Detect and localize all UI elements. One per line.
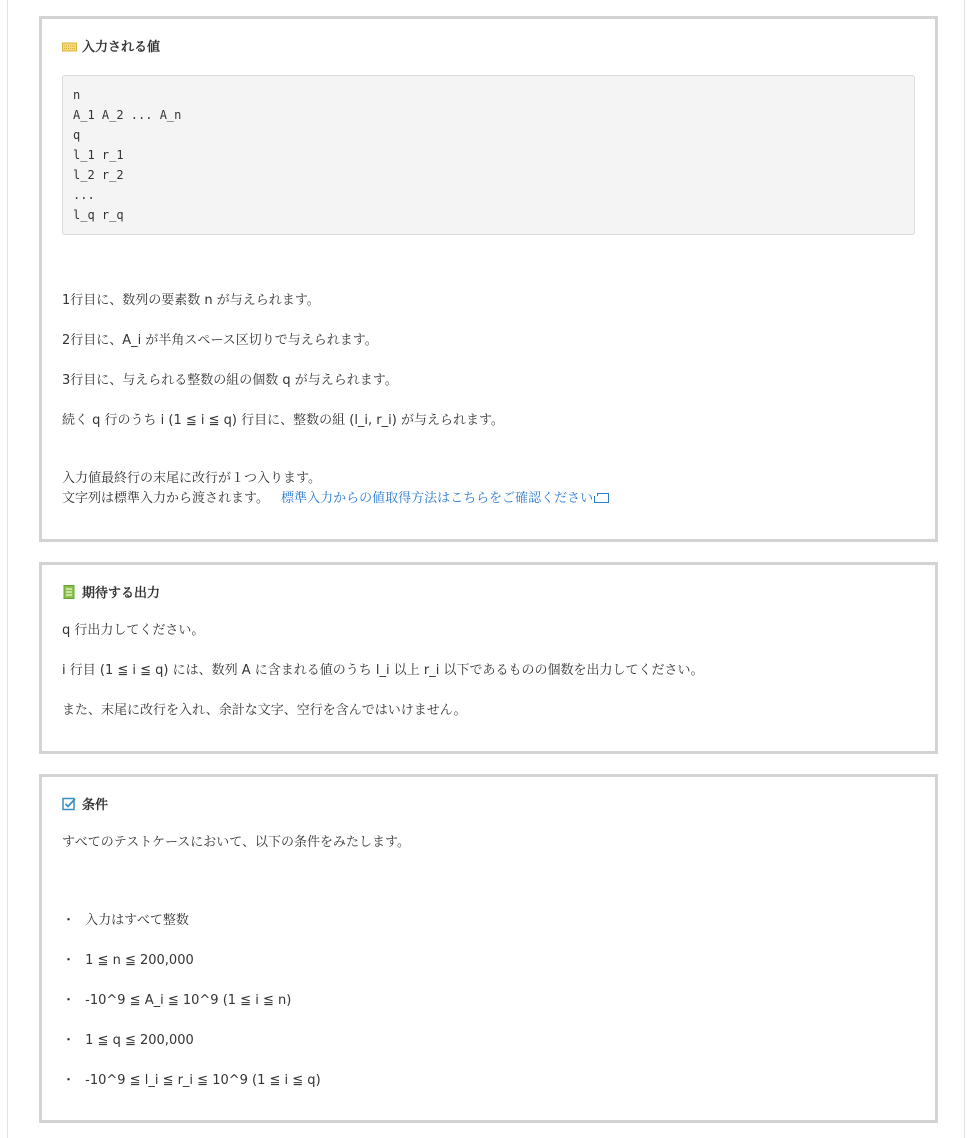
output-section-title-text: 期待する出力 <box>82 586 161 601</box>
condition-item <box>62 991 291 1011</box>
bullet: ・ <box>62 913 76 928</box>
condition-item <box>62 1071 321 1091</box>
output-section-title <box>62 582 160 601</box>
condition-text: 1 ≦ q ≦ 200,000 <box>85 1033 194 1048</box>
code-line: ... <box>73 188 95 202</box>
condition-text: -10^9 ≦ l_i ≦ r_i ≦ 10^9 (1 ≦ i ≦ q) <box>85 1073 321 1088</box>
input-desc-line: 2行目に、A_i が半角スペース区切りで与えられます。 <box>62 333 378 348</box>
output-desc-line: i 行目 (1 ≦ i ≦ q) には、数列 A に含まれる値のうち l_i 以上 r_i 以下であるものの個数を出力してください。 <box>62 663 704 678</box>
stdin-help-link[interactable] <box>281 491 609 506</box>
document-icon <box>62 585 77 599</box>
condition-text: 1 ≦ n ≦ 200,000 <box>85 953 194 968</box>
input-note-newline: 入力値最終行の末尾に改行が１つ入ります。 <box>62 471 321 486</box>
input-desc-line: 1行目に、数列の要素数 n が与えられます。 <box>62 293 320 308</box>
condition-item <box>62 911 189 931</box>
conditions-section <box>39 774 938 1123</box>
code-line: q <box>73 128 81 142</box>
keyboard-icon <box>62 39 77 53</box>
output-desc-line: q 行出力してください。 <box>62 623 205 638</box>
condition-item <box>62 1031 194 1051</box>
output-section <box>39 562 938 754</box>
bullet: ・ <box>62 1033 76 1048</box>
input-format-code-block <box>62 75 915 235</box>
code-line: l_1 r_1 <box>73 148 124 162</box>
condition-text: 入力はすべて整数 <box>85 913 189 928</box>
code-line: l_q r_q <box>73 208 124 222</box>
conditions-intro: すべてのテストケースにおいて、以下の条件をみたします。 <box>62 835 411 850</box>
code-line: l_2 r_2 <box>73 168 124 182</box>
conditions-section-title <box>62 794 108 813</box>
condition-item <box>62 951 194 971</box>
bullet: ・ <box>62 953 76 968</box>
page <box>7 0 965 1138</box>
bullet: ・ <box>62 993 76 1008</box>
stdin-help-link-text[interactable]: 標準入力からの値取得方法はこちらをご確認ください <box>281 491 594 506</box>
input-section-title <box>62 36 160 55</box>
external-link-icon[interactable] <box>597 493 609 503</box>
code-line: n <box>73 88 81 102</box>
condition-text: -10^9 ≦ A_i ≦ 10^9 (1 ≦ i ≦ n) <box>85 993 292 1008</box>
input-desc-line: 続く q 行のうち i (1 ≦ i ≦ q) 行目に、整数の組 (l_i, r_i) が与えられます。 <box>62 413 504 428</box>
conditions-section-title-text: 条件 <box>82 798 109 813</box>
output-desc-line: また、末尾に改行を入れ、余計な文字、空行を含んではいけません。 <box>62 703 467 718</box>
stdin-note-text: 文字列は標準入力から渡されます。 <box>62 491 269 506</box>
input-section-title-text: 入力される値 <box>82 40 161 55</box>
checkbox-icon <box>62 797 77 811</box>
input-note-stdin <box>62 489 609 509</box>
input-desc-line: 3行目に、与えられる整数の組の個数 q が与えられます。 <box>62 373 398 388</box>
bullet: ・ <box>62 1073 76 1088</box>
code-line: A_1 A_2 ... A_n <box>73 108 182 122</box>
input-section <box>39 16 938 542</box>
